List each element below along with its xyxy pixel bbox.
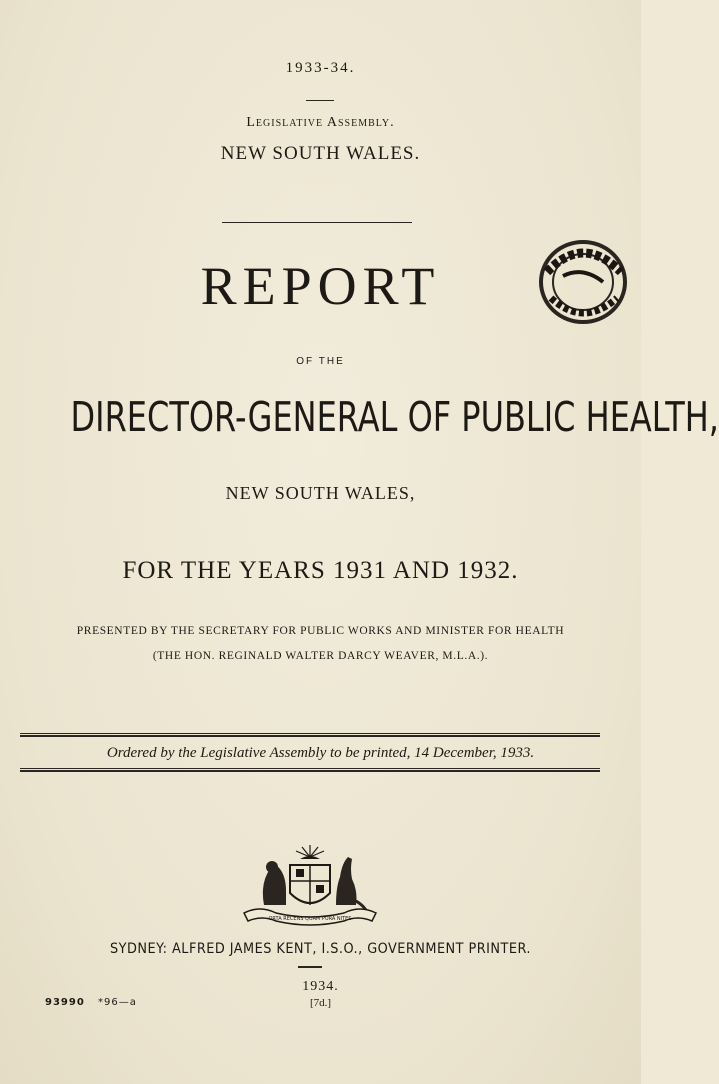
print-year: 1934. — [302, 979, 339, 994]
director-general-heading: DIRECTOR-GENERAL OF PUBLIC HEALTH, — [70, 393, 719, 441]
presented-by-line-1: PRESENTED BY THE SECRETARY FOR PUBLIC WORKS AND MINISTER FOR HEALTH — [76, 625, 565, 637]
report-title: REPORT — [200, 256, 441, 316]
print-code-left: 93990 — [45, 997, 85, 1008]
printer-line: SYDNEY: ALFRED JAMES KENT, I.S.O., GOVERNMENT PRINTER. — [110, 941, 531, 957]
divider-tiny — [298, 966, 322, 968]
presented-by-line-2: (THE HON. REGINALD WALTER DARCY WEAVER, M.L.A.). — [152, 650, 489, 662]
ordered-to-print: Ordered by the Legislative Assembly to be printed, 14 December, 1933. — [106, 745, 535, 761]
price-label: [7d.] — [309, 997, 332, 1009]
divider-mid — [222, 222, 412, 223]
session-years: 1933-34. — [285, 60, 356, 76]
state-heading-mid: NEW SOUTH WALES, — [225, 483, 416, 503]
coat-of-arms-icon — [240, 843, 380, 928]
divider-short — [306, 100, 334, 101]
print-code-mid: *96—a — [98, 997, 137, 1008]
double-rule-top — [20, 733, 600, 737]
double-rule-bottom — [20, 768, 600, 772]
years-heading: FOR THE YEARS 1931 AND 1932. — [122, 557, 519, 584]
state-heading-top: NEW SOUTH WALES. — [220, 143, 421, 164]
library-stamp-icon — [537, 232, 629, 328]
of-the-label: OF THE — [296, 356, 345, 367]
assembly-heading: Legislative Assembly. — [246, 115, 395, 130]
motto-text: ORTA RECENS QUAM PURA NITES — [268, 916, 352, 922]
